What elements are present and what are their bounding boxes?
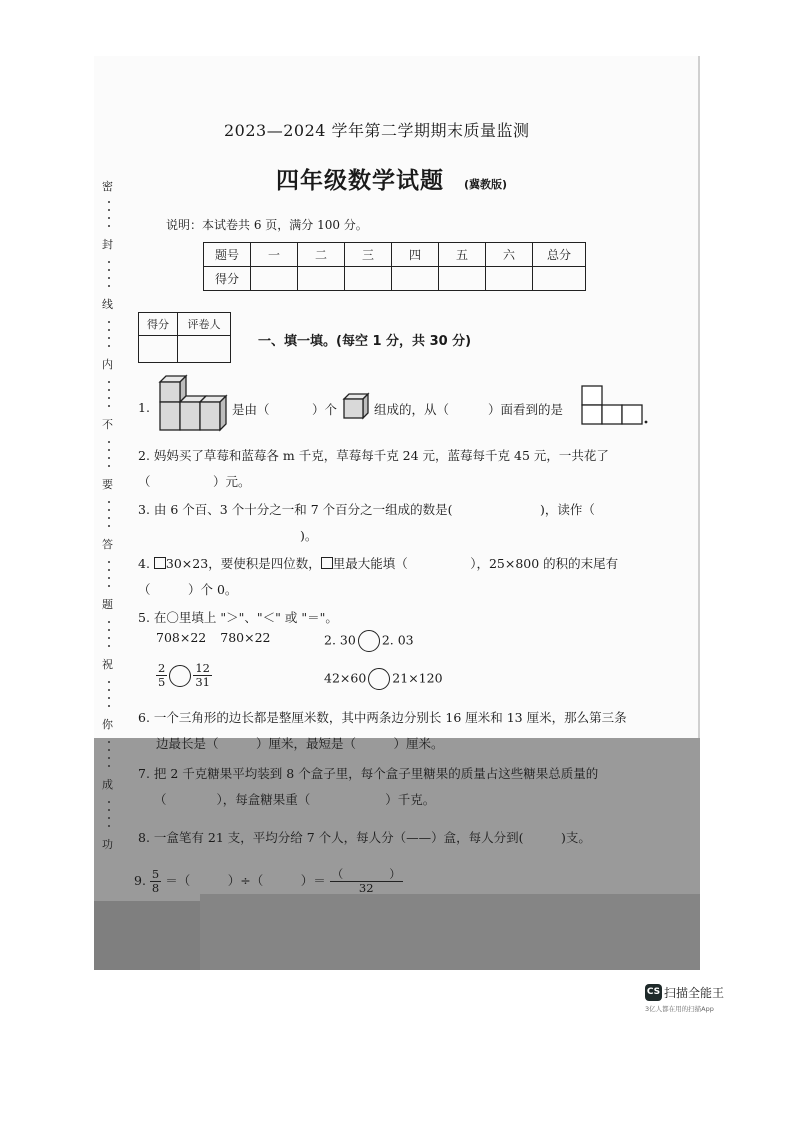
- question-2-line1: 2. 妈妈买了草莓和蓝莓各 m 千克，草莓每千克 24 元，蓝莓每千克 45 元，一共花了: [138, 448, 609, 463]
- margin-char: 线: [102, 298, 113, 311]
- q1-number: 1.: [138, 400, 150, 415]
- q5a-left: 708×22: [156, 630, 207, 645]
- margin-char: 祝: [102, 658, 113, 671]
- question-6-line1: 6. 一个三角形的边长都是整厘米数，其中两条边分别长 16 厘米和 13 厘米，那么第三条: [138, 710, 627, 725]
- q9-number: 9.: [134, 873, 146, 888]
- score-blank[interactable]: [298, 267, 345, 291]
- score-table: [203, 242, 586, 291]
- q4-number: 4.: [138, 556, 154, 571]
- question-5-title: 5. 在〇里填上 "＞"、"＜" 或 "＝"。: [138, 610, 338, 625]
- q5-compare-a: [156, 630, 271, 645]
- denominator: 8: [151, 881, 160, 895]
- circle-blank-icon: [208, 634, 218, 644]
- question-7-line1: 7. 把 2 千克糖果平均装到 8 个盒子里，每个盒子里糖果的质量占这些糖果总质量的: [138, 766, 599, 781]
- denominator: 5: [158, 675, 166, 689]
- q1-text-c: 组成的，从（: [374, 402, 450, 417]
- question-1: [138, 400, 150, 415]
- q5d-right: 21×120: [392, 670, 443, 686]
- cube-stack-figure: [152, 374, 230, 436]
- scan-shadow-dark-left: [94, 901, 200, 970]
- exam-edition: (冀教版): [464, 178, 508, 191]
- question-9: [134, 868, 403, 895]
- fraction: [156, 662, 167, 689]
- scanner-app-name: 扫描全能王: [664, 986, 725, 1000]
- circle-blank-icon[interactable]: [169, 665, 191, 687]
- margin-char: 内: [102, 358, 113, 371]
- margin-char: 题: [102, 598, 113, 611]
- score-blank[interactable]: [439, 267, 486, 291]
- exam-title-line1: 2023—2024 学年第二学期期末质量监测: [224, 121, 530, 140]
- question-3-line2: )。: [300, 528, 318, 543]
- q5a-right: 780×22: [220, 630, 271, 645]
- q1-text-b: ）个: [312, 402, 338, 417]
- score-blank[interactable]: [251, 267, 298, 291]
- score-cell: 六: [486, 243, 533, 267]
- numerator: 12: [195, 661, 210, 675]
- q1-text-a: 是由（: [232, 402, 270, 417]
- scanner-tagline: 3亿人都在用的扫描App: [645, 1005, 714, 1013]
- score-blank[interactable]: [533, 267, 586, 291]
- numerator: 2: [158, 661, 166, 675]
- q4-text-b: 30×23，要使积是四位数，: [165, 556, 321, 571]
- exam-note: 说明：本试卷共 6 页，满分 100 分。: [166, 218, 368, 232]
- circle-blank-icon[interactable]: [368, 668, 390, 690]
- question-6-line2: 边最长是（ ）厘米，最短是（ ）厘米。: [156, 736, 444, 751]
- score-blank[interactable]: [345, 267, 392, 291]
- question-4-line2: （ ）个 0。: [138, 582, 238, 597]
- q5-compare-d: [324, 668, 443, 690]
- q5-compare-c: [156, 662, 212, 689]
- question-4-line1: [138, 554, 618, 572]
- numerator: （ ）: [331, 867, 401, 881]
- score-cell: 得分: [204, 267, 251, 291]
- q5-compare-b: [324, 630, 414, 652]
- single-cube-figure: [342, 392, 370, 420]
- score-table-score-row: [204, 267, 586, 291]
- score-cell: 五: [439, 243, 486, 267]
- question-7-line2: （ ），每盒糖果重（ ）千克。: [154, 792, 436, 807]
- score-cell: 二: [298, 243, 345, 267]
- blank-square-icon: [154, 557, 166, 569]
- section1-title: 一、填一填。(每空 1 分，共 30 分): [258, 334, 472, 349]
- grader-name-label: 评卷人: [178, 313, 231, 336]
- q1-text-d: ）面看到的是: [488, 402, 564, 417]
- score-cell: 三: [345, 243, 392, 267]
- margin-char: 封: [102, 238, 113, 251]
- q4-text-c: 里最大能填（ ），25×800 的积的末尾有: [332, 556, 619, 571]
- q5b-left: 2. 30: [324, 632, 356, 648]
- denominator: 32: [358, 881, 374, 895]
- margin-char: 不: [102, 418, 113, 431]
- binding-dotted-line: [106, 196, 112, 846]
- margin-char: 你: [102, 718, 113, 731]
- score-cell: 总分: [533, 243, 586, 267]
- grader-name-blank[interactable]: [178, 336, 231, 363]
- scanner-watermark: [645, 982, 725, 1013]
- exam-sheet: [94, 56, 700, 970]
- score-cell: 一: [251, 243, 298, 267]
- grader-box: [138, 312, 231, 363]
- circle-blank-icon[interactable]: [358, 630, 380, 652]
- question-2-line2: （ ）元。: [138, 474, 251, 489]
- margin-char: 功: [102, 838, 113, 851]
- q5b-right: 2. 03: [381, 632, 414, 648]
- scan-shadow-dark-right: [200, 894, 700, 970]
- view-shape-figure: [580, 384, 648, 428]
- margin-char: 密: [102, 180, 113, 193]
- grader-score-label: 得分: [139, 313, 178, 336]
- blank-square-icon: [321, 557, 333, 569]
- fraction: [330, 868, 403, 895]
- fraction: [193, 662, 212, 689]
- denominator: 31: [195, 675, 210, 689]
- exam-title-main: 四年级数学试题: [276, 168, 444, 194]
- score-blank[interactable]: [486, 267, 533, 291]
- q5d-left: 42×60: [324, 670, 367, 686]
- margin-char: 成: [102, 778, 113, 791]
- grader-score-blank[interactable]: [139, 336, 178, 363]
- score-cell: 题号: [204, 243, 251, 267]
- q9-middle: ＝（ ）÷（ ）＝: [165, 873, 326, 888]
- score-cell: 四: [392, 243, 439, 267]
- score-table-header-row: [204, 243, 586, 267]
- camscanner-logo-icon: CS: [645, 984, 662, 1001]
- question-3-line1: 3. 由 6 个百、3 个十分之一和 7 个百分之一组成的数是( )，读作（: [138, 502, 595, 517]
- question-8: 8. 一盒笔有 21 支，平均分给 7 个人，每人分（——）盒，每人分到( )支。: [138, 830, 591, 845]
- margin-char: 答: [102, 538, 113, 551]
- margin-char: 要: [102, 478, 113, 491]
- numerator: 5: [151, 867, 160, 881]
- fraction: [150, 868, 161, 895]
- score-blank[interactable]: [392, 267, 439, 291]
